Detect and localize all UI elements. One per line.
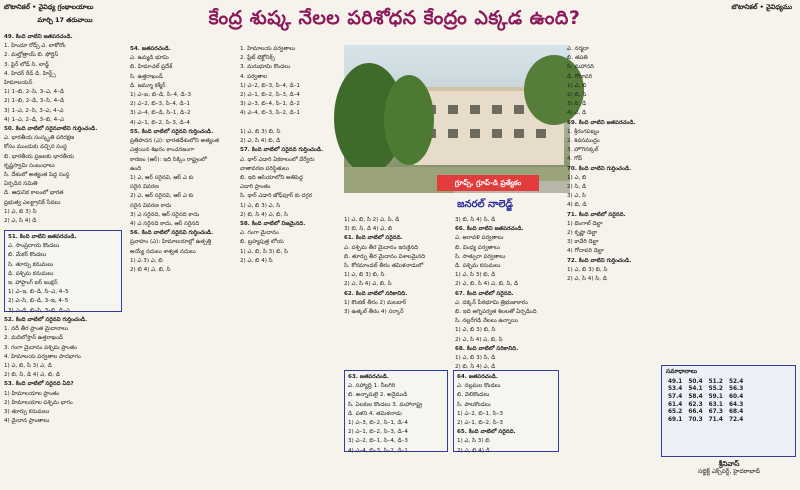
question-line: 1) ఎ 3) ఎ, బి	[130, 257, 163, 264]
question-line: 2) బి, సి	[567, 92, 587, 99]
answer-cell: 63.1	[708, 401, 723, 408]
question-prompt: 69. కింది వాటిని జతపరచండి.	[567, 119, 636, 126]
question-prompt: 57. కింది వాటిలో సరైనది గుర్తించండి.	[240, 147, 324, 154]
question-column-54	[130, 45, 238, 126]
question-line: కారణం (ఆర్): ఇది సిక్కిం రాష్ట్రంలో	[130, 156, 207, 163]
question-prompt: 70. కింది వాటిని గుర్తించండి.	[567, 165, 632, 172]
question-column-61	[344, 216, 450, 366]
question-prompt: 61. కింది వాటిలో సరైనది.	[344, 235, 403, 242]
question-line: 3. ఫైర్ లోడ్ సి. లాడ్జ్	[4, 61, 49, 68]
answer-cell: 67.3	[708, 409, 723, 416]
question-line: డి. ఆధునిక కాలంలో భారత	[4, 190, 64, 197]
question-line: సి. సాత్పురా పర్వతాలు	[455, 253, 506, 260]
question-prompt: 68. కింది వాటిలో సరికానిది.	[455, 345, 519, 352]
question-line: సి. మహానది	[567, 64, 594, 71]
question-line: ఎ. నర్మదా	[567, 46, 589, 52]
question-line: సి. ఏలకుల కొండలు 3. మహారాష్ట్ర	[348, 401, 423, 408]
question-prompt: 54. జతపరచండి.	[130, 46, 171, 52]
question-line: 1) ఎ–2, బి–3, సి–4, డి–1	[240, 82, 300, 89]
question-line: 3) ఎ, సి	[567, 193, 586, 200]
question-line: 4) 1–ఎ, 2–డి, 3–బి, 4–ఎ	[4, 116, 65, 123]
answer-cell: 69.1	[668, 416, 683, 423]
question-line: 2) ఎ, బి 4) డి	[457, 447, 490, 454]
question-line: 1) ఎ–ఐ, బి–డి, సి–4, డి–3	[130, 92, 192, 99]
question-line: 1) ఎ–3, బి–2, సి–1, డి–4	[348, 420, 408, 427]
question-line: 3) ఎ సరైనది, ఆర్ సరైనది కాదు	[130, 211, 200, 218]
question-line: బి. మేకర్ కొండలు	[8, 252, 47, 259]
question-column-57	[240, 128, 340, 486]
question-line: 3. గంగా మైదానం పశ్చిమ ప్రాంతం	[4, 344, 78, 351]
question-prompt: 62. కింది వాటిలో సరికానిది.	[344, 290, 408, 297]
question-line: 1. శ్రీరంగపట్నం	[567, 128, 600, 135]
question-line: బి. వింధ్య పర్వతాలు	[455, 244, 500, 251]
answer-cell: 65.2	[668, 409, 683, 416]
question-line: 4) ఎ–1, బి–2, సి–3, డి–4	[130, 119, 190, 126]
question-line: బి. తూర్పు తీర మైదానం విశాలమైనది	[344, 253, 426, 260]
question-box-64	[453, 370, 559, 452]
question-line: 4) ఎ–4, బి–3, సి–2, డి–1	[240, 110, 300, 117]
question-line: సి. తూర్పు కనుమలు	[8, 261, 54, 268]
question-line: 2) ఎ, ఆర్ సరైనవి, ఆర్ ఎ కు	[130, 193, 194, 200]
question-column-69	[567, 45, 659, 486]
question-line: 4) గోదావరి డెల్టా	[567, 248, 604, 255]
question-line: ఎ. థార్ ఎడారి ఏకకాలంలో వేర్వేరు	[240, 156, 315, 163]
question-line: 3) బి, సి, డి 4) ఎ, బి	[344, 226, 393, 233]
answer-cell: 59.1	[708, 393, 723, 400]
question-line: 2. శివసముద్రం	[567, 138, 600, 145]
question-line: బి. భారతీయ ప్రజలకు భారతీయ	[4, 153, 75, 160]
question-line: సరైన వివరణ	[130, 184, 159, 191]
question-line: 4) ఎ–4, బి–3, సి–2, డి–1	[348, 447, 408, 454]
question-line: 2) ఎ–సి, బి–డి, 3–ఇ, 4–5	[8, 298, 69, 305]
question-prompt: 49. కింది వాటిని జతపరచండి.	[4, 34, 73, 40]
question-line: ప్రభుత్వ ఎలక్ట్రానిక్ సేవలు	[4, 199, 61, 206]
question-line: 3. మరుభూమి కొండలు	[240, 64, 291, 71]
answer-cell: 71.4	[708, 416, 723, 423]
question-line: 1) ఎ, సి 3) బి, డి	[455, 272, 496, 279]
answer-cell: 55.2	[708, 386, 723, 393]
question-line: బి. తపతి	[567, 55, 588, 62]
question-line: 1) ఎ, బి 3) బి, సి	[344, 272, 385, 279]
answer-cell: 50.4	[688, 378, 703, 385]
question-line: 1) 1–బి, 2–సి, 3–ఎ, 4–డి	[4, 89, 64, 96]
question-prompt: 64. జతపరచండి.	[457, 374, 498, 380]
question-prompt: 52. కింది వాటిలో సరైనవి గుర్తించండి.	[4, 317, 88, 323]
answers-table	[665, 378, 746, 424]
question-line: 2. మల్హోత్రాయ్ బి. ఫోర్టిస్	[4, 52, 59, 59]
answer-cell: 66.4	[688, 409, 703, 416]
answers-box	[661, 365, 796, 457]
question-line: ప్రతిపాదన (ఎ): భారతదేశంలోని అత్యంత	[130, 138, 220, 145]
question-line: 2) హిమాలయాల పశ్చిమ భాగం	[4, 399, 73, 406]
question-line: 3) ఎ–3, బి–4, సి–1, డి–2	[240, 101, 300, 108]
answer-cell: 72.4	[728, 416, 744, 423]
question-line: సి. పాలకొండలు	[457, 401, 491, 408]
answer-cell: 56.3	[728, 386, 744, 393]
question-line: 1) ఎ, బి	[567, 174, 587, 181]
question-line: 2) ఎ, సి 4) సి, డి	[567, 276, 607, 283]
question-line: ఎడారి ప్రాంతం	[240, 184, 271, 191]
question-prompt: 51. కింది వాటిని జతపరచండి.	[8, 234, 77, 240]
question-line: 3) బి, సి 4) సి, డి	[455, 217, 496, 223]
question-line: 3) ఎ–డి, బి–సి, 3–బి, డి–ఎ	[8, 307, 70, 314]
question-line: ఎ. అరావళి పర్వతాలు	[455, 235, 504, 242]
question-line: 1) ఎ–2, బి–1, సి–3	[457, 410, 503, 417]
question-prompt: 67. కింది వాటిలో సరైనది.	[455, 290, 514, 297]
special-ribbon: గ్రూప్స్, గ్రూప్-డి ప్రత్యేకం	[437, 175, 539, 191]
question-line: 4. హిదర్ రీడ్ డి. హిన్డ్స్	[4, 70, 56, 77]
question-line: బి. బ్రహ్మపుత్ర లోయ	[240, 239, 284, 246]
question-line: 4) ఎ సరైనది కాదు, ఆర్ సరైనది	[130, 221, 200, 228]
question-line: 2) బి, సి 4) ఎ, డి	[455, 364, 496, 371]
question-line: 3) తూర్పు కనుమలు	[4, 409, 50, 416]
question-line: 1) బెంగాల్ డెల్టా	[567, 220, 603, 227]
author-credit	[662, 460, 796, 476]
question-line: ఎ. దక్కన్ పీఠభూమి త్రిభుజాకారం	[455, 299, 528, 306]
question-line: ఎత్తయిన శిఖరం కాంచనజంగా	[130, 147, 195, 154]
question-prompt: 72. కింది వాటిని గుర్తించండి.	[567, 257, 632, 264]
question-line: బి. ఇది అగ్నిపర్వత శిలలతో ఏర్పడింది	[455, 309, 537, 316]
header-section-label: బొటానికల్ • వైవిధ్య గ్రంథాలయాలు	[4, 3, 94, 11]
answers-row	[665, 378, 746, 386]
author-name: శ్రీనివాస్	[718, 460, 740, 468]
section-byline: జనరల్ నాలెడ్జ్	[457, 199, 513, 210]
question-line: 2) ఎ, బి, సి 4) ఎ, బి, సి, డి	[455, 281, 519, 288]
question-prompt: 53. కింది వాటిలో సరైనది ఏది?	[4, 381, 74, 388]
answers-row	[665, 386, 746, 394]
question-line: 1) ఎ, బి 3) బి, సి	[455, 327, 496, 334]
question-line: హిమాలయన్	[4, 80, 33, 87]
question-line: 3) ఎ–4, బి–డి, సి–1, డి–2	[130, 110, 191, 117]
question-line: బి. అన్నామలై 2. అనైముడి	[348, 392, 408, 399]
question-column-54-options	[240, 45, 340, 123]
question-line: 2) కృష్ణా డెల్టా	[567, 230, 598, 237]
question-line: 1) ఎ, బి 3) బి, సి	[240, 129, 281, 135]
answers-row	[665, 416, 746, 424]
question-line: 2) సి, డి	[567, 184, 587, 191]
question-line: అయ్యే నదులు శాశ్వత నదులు	[130, 248, 196, 255]
question-line: కోసం ముందుకు వచ్చిన సంస్థ	[4, 144, 67, 151]
question-line: 1) కొంకణ్ తీరం 2) మలబార్	[344, 299, 407, 306]
answer-cell: 62.3	[688, 401, 703, 408]
question-prompt: 58. కింది వాటిలో నిజమైనది.	[240, 221, 306, 228]
question-line: 2) 1–బి, 2–డి, 3–సి, 4–డి	[4, 98, 65, 105]
question-line: 4) ఎ, డి	[567, 110, 587, 117]
question-line: 2) ఎ–1, బి–2, సి–3, డి–4	[348, 429, 408, 436]
question-line: ప్రవాహం (ఎ): హిమాలయాల్లో ఉత్పత్తి	[130, 239, 212, 246]
question-line: కృష్ణస్వామి సంబంధాలు	[4, 162, 55, 169]
question-line: 2) ఎ–1, బి–2, సి–3, డి–4	[240, 92, 300, 99]
question-line: 1) ఎ, బి, సి 3) ఎ, డి	[4, 363, 52, 370]
question-line: ఎ. భారతీయ సంస్కృతి పరిరక్షణ	[4, 135, 75, 142]
answers-row	[665, 393, 746, 401]
question-line: 1) ఎ, బి 3) సి, డి	[455, 355, 496, 362]
question-line: 1. హిందూ రోడ్స్ ఎ. లాకోరోం	[4, 43, 66, 50]
question-column-55	[130, 128, 238, 486]
answer-cell: 54.1	[688, 386, 703, 393]
answer-cell: 64.3	[728, 401, 744, 408]
question-line: బి. ఇది ఆసియాలోని అతిపెద్ద	[240, 175, 303, 182]
question-prompt: 55. కింది వాటిలో సరైనవి గుర్తించండి.	[130, 129, 214, 135]
answer-cell: 53.4	[668, 386, 683, 393]
answer-cell: 51.2	[708, 378, 723, 385]
question-line: డి. గోదావరి	[567, 73, 593, 80]
main-headline: కేంద్ర శుష్క నేలల పరిశోధన కేంద్రం ఎక్కడ ఉంది?	[208, 7, 581, 29]
question-line: ఎ. సహ్యాద్రి 1. నీలగిరి	[348, 383, 396, 390]
question-line: ఏర్పడిన సమితి	[4, 181, 38, 188]
question-line: 4. పర్వతాల	[240, 73, 268, 80]
answer-cell: 57.4	[668, 393, 683, 400]
question-line: 4) మైదాన ప్రాంతాలు	[4, 418, 50, 425]
question-line: 4) బి, డి	[567, 202, 587, 209]
question-line: 2) ఎ, సి 4) డి	[4, 218, 37, 225]
question-line: సి. ఉత్తరాఖండ్	[130, 73, 163, 80]
question-line: ఎ. గంగా మైదానం	[240, 230, 279, 237]
author-role: సబ్జెక్ట్ ఎక్స్‌పర్ట్, హైదరాబాద్	[698, 468, 760, 475]
question-column-right	[662, 20, 796, 360]
answers-row	[665, 401, 746, 409]
question-line: డి. పళని 4. తమిళనాడు	[348, 410, 402, 417]
answer-cell: 70.3	[688, 416, 703, 423]
question-line: ఎ. నల్లమల కొండలు	[457, 383, 501, 390]
question-line: 2) బి 4) ఎ, బి, సి	[130, 267, 171, 274]
question-prompt: 50. కింది వాటిలో సరైనవాటిని గుర్తించండి.	[4, 126, 98, 133]
question-prompt: 63. జతపరచండి.	[348, 374, 389, 380]
question-line: 3) సి, డి	[567, 101, 587, 108]
question-line: ఇ. హాఫ్లాంగ్ ఐర్ జంక్షన్	[8, 280, 58, 287]
answers-title: సమాధానాలు	[666, 368, 698, 375]
answer-cell: 61.4	[668, 401, 683, 408]
question-line: 1) ఎ, బి, సి 2) ఎ, సి, డి	[344, 217, 400, 223]
question-line: డి. పశ్చిమ కనుమలు	[8, 270, 54, 277]
answer-cell: 60.4	[728, 393, 744, 400]
question-line: డి. జమ్మూ కశ్మీర్	[130, 82, 166, 89]
question-line: 1) ఎ, బి 3) ఎ, సి	[240, 202, 281, 209]
question-column-1	[4, 33, 126, 228]
question-line: 3. హొగెనక్కల్	[567, 147, 599, 154]
question-line: 1) ఎ, బి 3) సి	[4, 208, 37, 215]
question-line: ఎ. ఉమ్మడి భూమి	[130, 55, 169, 62]
page-header-left	[4, 3, 126, 24]
question-line: 1. హిమాలయ పర్వతాలు	[240, 46, 296, 52]
question-line: సరైన వివరణ కాదు	[130, 202, 172, 209]
question-line: సి. థార్ ఎడారి జోధ్‌పూర్ కు దగ్గర	[240, 193, 313, 200]
question-line: 2) ఎ, బి 4) సి	[240, 257, 273, 264]
question-line: 4. గోవ్	[567, 156, 583, 163]
answer-cell: 49.1	[668, 378, 683, 385]
question-line: 1) హిమాలయాల ప్రాంతం	[4, 390, 60, 397]
question-line: 2. మదిలోస్తాన్ ఉత్తరాఖండ్	[4, 335, 64, 342]
question-line: ఎ. పశ్చిమ తీర మైదానం ఇరుకైనది	[344, 244, 419, 251]
question-line: 3) కావేరి డెల్టా	[567, 239, 599, 246]
question-line: 2) ఎ, సి 4) బి, డి	[240, 138, 281, 145]
question-line: 3) ఎ–2, బి–1, సి–4, డి–3	[348, 438, 408, 445]
question-line: సి. కోరమాండల్ తీరం తమిళనాడులో	[344, 263, 424, 270]
question-line: 1) ఎ, సి 3) బి	[457, 438, 490, 445]
question-box-51	[4, 230, 122, 312]
building-photo	[344, 45, 570, 193]
question-column-66	[455, 216, 563, 371]
question-prompt: 56. కింది వాటిలో సరైనవి గుర్తించండి.	[130, 230, 214, 237]
question-line: 2) ఎ–1, బి–2, సి–3	[457, 420, 503, 427]
question-line: 2) ఎ, సి 4) ఎ, బి, సి	[455, 336, 503, 343]
question-line: 2) బి, సి 4) ఎ, బి, సి	[240, 211, 288, 218]
question-line: 1) ఎ, ఆర్ సరైనవి, ఆర్ ఎ కు	[130, 175, 194, 182]
answers-row	[665, 408, 746, 416]
question-line: 1) ఎ–ఇ, బి–డి, సి–ఎ, 4–5	[8, 289, 69, 296]
answer-cell: 68.4	[728, 409, 744, 416]
answer-cell: 58.4	[688, 393, 703, 400]
question-line: 2. ప్లేట్ టెక్టోనిక్స్	[240, 55, 275, 62]
header-continued-label: మార్చి 17 తరువాయి	[37, 16, 93, 24]
question-line: వాతావరణ పరిస్థితులు	[240, 165, 289, 172]
question-prompt: 71. కింది వాటిలో సరైనది.	[567, 211, 626, 218]
question-box-63	[344, 370, 448, 452]
answer-cell: 52.4	[728, 378, 744, 385]
question-line: ఎ. సాంప్రదాయ కొండలు	[8, 243, 60, 250]
question-line: డి. పశ్చిమ కనుమలు	[455, 263, 501, 270]
question-line: 3) 1–ఎ, 2–సి, 3–ఎ, 4–ఎ	[4, 107, 64, 114]
question-line: సి. దేశంలో అత్యంత పెద్ద సంస్థ	[4, 172, 70, 179]
question-line: 4. హిమాలయ పర్వతాల పాదభాగం	[4, 353, 81, 360]
question-line: సి. నల్లరేగడి నేలలు ఉన్నాయి	[455, 318, 518, 325]
question-line: 2) ఎ–2, బి–3, సి–4, డి–1	[130, 101, 190, 108]
question-line: 1) ఎ, బి, సి 3) బి, సి	[240, 248, 288, 255]
page-header-right: బొటానికల్ • వైవిధ్యము	[731, 3, 792, 11]
question-prompt: 66. కింది వాటిని జతపరచండి.	[455, 226, 524, 233]
question-line: 3) ఉత్కల్ తీరం 4) సర్కార్	[344, 309, 404, 316]
question-line: 1) ఎ, బి	[567, 82, 587, 89]
question-column-3	[4, 316, 126, 486]
question-line: 1. నదీ తీర ప్రాంత మైదానాలు	[4, 326, 69, 333]
question-line: 2) బి, సి, డి 4) ఎ, బి, డి	[4, 372, 60, 379]
question-line: బి. హిమాచల్ ప్రదేశ్	[130, 64, 173, 71]
question-prompt: 65. కింది వాటిలో సరైనది.	[457, 429, 516, 436]
question-line: ఉంది	[130, 165, 142, 172]
question-line: 2) ఎ, సి 4) ఎ, బి, సి	[344, 281, 392, 288]
question-line: 1) ఎ, బి 3) బి, సి	[567, 266, 608, 273]
question-line: బి. వెలికొండలు	[457, 392, 490, 399]
